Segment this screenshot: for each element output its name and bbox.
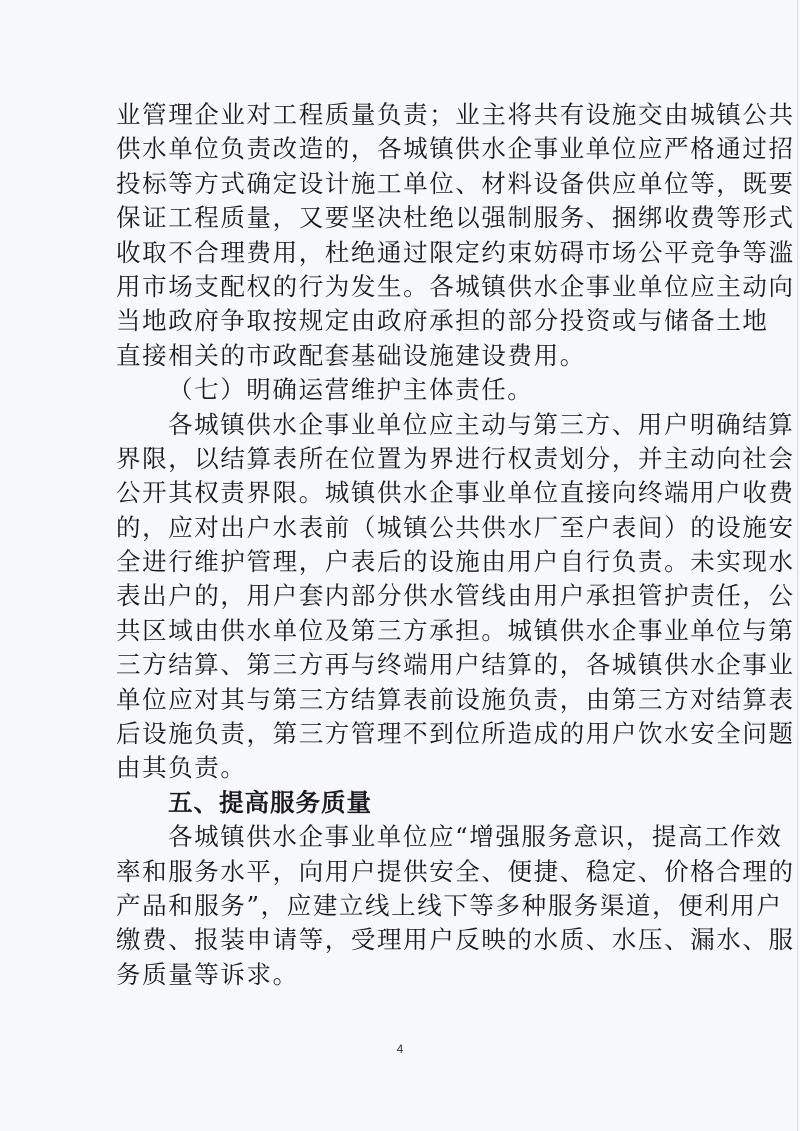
text-line: 当地政府争取按规定由政府承担的部分投资或与储备土地 — [116, 306, 769, 336]
text-line: 表出户的，用户套内部分供水管线由用户承担管护责任，公 — [116, 581, 795, 611]
text-line: 投标等方式确定设计施工单位、材料设备供应单位等，既要 — [116, 168, 795, 198]
paragraph-operations — [116, 408, 795, 786]
text-line: 各城镇供水企事业单位应主动与第三方、用户明确结算 — [168, 409, 795, 439]
text-line: 保证工程质量，又要坚决杜绝以强制服务、捆绑收费等形式 — [116, 203, 795, 233]
paragraph-service-quality — [116, 820, 795, 992]
text-line: 的，应对出户水表前（城镇公共供水厂至户表间）的设施安 — [116, 512, 795, 542]
text-line: 缴费、报装申请等，受理用户反映的水质、水压、漏水、服 — [116, 925, 795, 955]
text-line: 直接相关的市政配套基础设施建设费用。 — [116, 340, 586, 370]
text-line: 各城镇供水企事业单位应“增强服务意识，提高工作效 — [168, 822, 783, 852]
page-number: 4 — [396, 1042, 404, 1056]
text-line: 产品和服务”，应建立线上线下等多种服务渠道，便利用户 — [116, 890, 783, 920]
text-line: 公开其权责界限。城镇供水企事业单位直接向终端用户收费 — [116, 478, 795, 508]
section-heading: 五、提高服务质量 — [168, 787, 372, 817]
text-line: 单位应对其与第三方结算表前设施负责，由第三方对结算表 — [116, 684, 795, 714]
section-subheading: （七）明确运营维护主体责任。 — [168, 375, 534, 405]
text-line: 共区域由供水单位及第三方承担。城镇供水企事业单位与第 — [116, 615, 795, 645]
text-line: 由其负责。 — [116, 753, 247, 783]
page-edge — [797, 0, 798, 1131]
text-line: 用市场支配权的行为发生。各城镇供水企事业单位应主动向 — [116, 271, 795, 301]
text-line: 供水单位负责改造的，各城镇供水企事业单位应严格通过招 — [116, 134, 795, 164]
text-line: 界限，以结算表所在位置为界进行权责划分，并主动向社会 — [116, 443, 795, 473]
text-line: 率和服务水平，向用户提供安全、便捷、稳定、价格合理的 — [116, 856, 795, 886]
text-line: 收取不合理费用，杜绝通过限定约束妨碍市场公平竞争等滥 — [116, 237, 795, 267]
text-line: 全进行维护管理，户表后的设施由用户自行负责。未实现水 — [116, 547, 795, 577]
text-line: 后设施负责，第三方管理不到位所造成的用户饮水安全问题 — [116, 719, 795, 749]
document-body — [116, 98, 795, 992]
text-line: 三方结算、第三方再与终端用户结算的，各城镇供水企事业 — [116, 650, 795, 680]
text-line: 业管理企业对工程质量负责；业主将共有设施交由城镇公共 — [116, 100, 795, 129]
paragraph-continuation — [116, 98, 795, 373]
text-line: 务质量等诉求。 — [116, 959, 299, 989]
